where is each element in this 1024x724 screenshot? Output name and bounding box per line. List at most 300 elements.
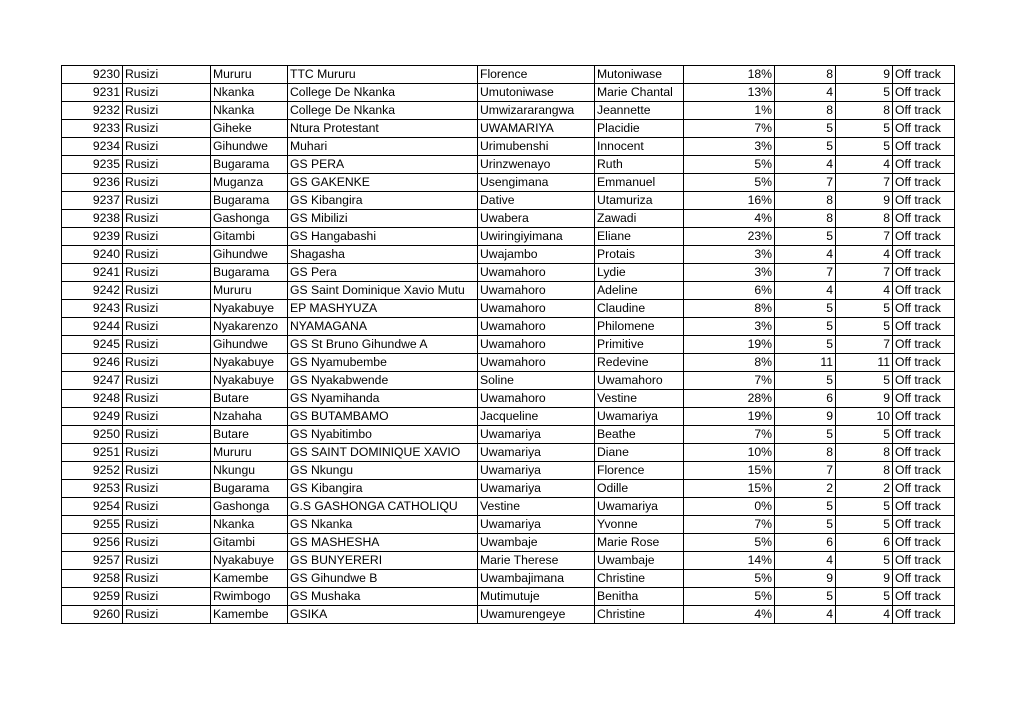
cell-score-a: 7 [775, 462, 836, 480]
cell-first-name: Marie Rose [595, 534, 684, 552]
cell-score-b: 4 [836, 246, 893, 264]
cell-percentage: 6% [684, 282, 775, 300]
cell-district: Rusizi [123, 66, 211, 84]
cell-row-id: 9240 [62, 246, 123, 264]
data-table [61, 65, 955, 624]
cell-district: Rusizi [123, 336, 211, 354]
cell-status: Off track [893, 156, 955, 174]
cell-first-name: Vestine [595, 390, 684, 408]
cell-district: Rusizi [123, 318, 211, 336]
cell-school-name: GS BUNYERERI [288, 552, 478, 570]
cell-score-b: 5 [836, 138, 893, 156]
cell-first-name: Uwambaje [595, 552, 684, 570]
cell-sector: Muganza [211, 174, 288, 192]
cell-district: Rusizi [123, 282, 211, 300]
cell-school-name: NYAMAGANA [288, 318, 478, 336]
cell-percentage: 19% [684, 336, 775, 354]
cell-percentage: 15% [684, 462, 775, 480]
cell-sector: Mururu [211, 282, 288, 300]
cell-score-b: 7 [836, 336, 893, 354]
cell-status: Off track [893, 390, 955, 408]
table-row [62, 210, 955, 228]
table-row [62, 66, 955, 84]
cell-status: Off track [893, 354, 955, 372]
cell-percentage: 7% [684, 426, 775, 444]
cell-status: Off track [893, 534, 955, 552]
cell-first-name: Beathe [595, 426, 684, 444]
cell-row-id: 9241 [62, 264, 123, 282]
cell-score-a: 6 [775, 390, 836, 408]
cell-district: Rusizi [123, 84, 211, 102]
table-row [62, 372, 955, 390]
cell-first-name: Primitive [595, 336, 684, 354]
table-row [62, 336, 955, 354]
cell-percentage: 15% [684, 480, 775, 498]
cell-row-id: 9250 [62, 426, 123, 444]
cell-school-name: GS Kibangira [288, 192, 478, 210]
cell-score-b: 8 [836, 462, 893, 480]
cell-status: Off track [893, 606, 955, 624]
cell-row-id: 9245 [62, 336, 123, 354]
cell-last-name: Dative [478, 192, 595, 210]
cell-score-a: 5 [775, 426, 836, 444]
cell-last-name: Marie Therese [478, 552, 595, 570]
cell-status: Off track [893, 516, 955, 534]
cell-last-name: Florence [478, 66, 595, 84]
cell-percentage: 1% [684, 102, 775, 120]
cell-score-a: 6 [775, 534, 836, 552]
cell-score-b: 9 [836, 66, 893, 84]
cell-score-b: 9 [836, 192, 893, 210]
table-row [62, 534, 955, 552]
cell-percentage: 19% [684, 408, 775, 426]
cell-district: Rusizi [123, 138, 211, 156]
cell-status: Off track [893, 372, 955, 390]
cell-first-name: Marie Chantal [595, 84, 684, 102]
cell-first-name: Christine [595, 570, 684, 588]
cell-sector: Gitambi [211, 228, 288, 246]
cell-school-name: Muhari [288, 138, 478, 156]
cell-district: Rusizi [123, 498, 211, 516]
cell-status: Off track [893, 66, 955, 84]
cell-district: Rusizi [123, 192, 211, 210]
cell-percentage: 13% [684, 84, 775, 102]
cell-school-name: GS Nyamubembe [288, 354, 478, 372]
cell-last-name: Jacqueline [478, 408, 595, 426]
table-row [62, 84, 955, 102]
cell-sector: Butare [211, 390, 288, 408]
cell-sector: Bugarama [211, 156, 288, 174]
cell-last-name: Uwamariya [478, 444, 595, 462]
cell-school-name: GSIKA [288, 606, 478, 624]
cell-percentage: 16% [684, 192, 775, 210]
cell-first-name: Adeline [595, 282, 684, 300]
cell-score-b: 5 [836, 498, 893, 516]
cell-score-b: 5 [836, 588, 893, 606]
cell-row-id: 9252 [62, 462, 123, 480]
cell-school-name: College De Nkanka [288, 102, 478, 120]
cell-score-b: 4 [836, 606, 893, 624]
cell-school-name: Shagasha [288, 246, 478, 264]
cell-first-name: Uwamariya [595, 408, 684, 426]
table-row [62, 480, 955, 498]
cell-school-name: GS Nyamihanda [288, 390, 478, 408]
cell-score-b: 7 [836, 228, 893, 246]
cell-status: Off track [893, 84, 955, 102]
cell-percentage: 4% [684, 210, 775, 228]
cell-district: Rusizi [123, 210, 211, 228]
cell-school-name: GS MASHESHA [288, 534, 478, 552]
cell-sector: Bugarama [211, 192, 288, 210]
cell-row-id: 9253 [62, 480, 123, 498]
cell-first-name: Eliane [595, 228, 684, 246]
cell-district: Rusizi [123, 444, 211, 462]
cell-row-id: 9256 [62, 534, 123, 552]
cell-sector: Giheke [211, 120, 288, 138]
cell-status: Off track [893, 102, 955, 120]
cell-row-id: 9260 [62, 606, 123, 624]
cell-percentage: 3% [684, 318, 775, 336]
cell-school-name: GS Nyabitimbo [288, 426, 478, 444]
table-row [62, 588, 955, 606]
cell-status: Off track [893, 444, 955, 462]
cell-score-a: 5 [775, 138, 836, 156]
cell-sector: Gihundwe [211, 336, 288, 354]
table-row [62, 444, 955, 462]
cell-school-name: GS Nkungu [288, 462, 478, 480]
cell-percentage: 18% [684, 66, 775, 84]
cell-first-name: Jeannette [595, 102, 684, 120]
cell-first-name: Lydie [595, 264, 684, 282]
cell-status: Off track [893, 552, 955, 570]
cell-first-name: Ruth [595, 156, 684, 174]
cell-status: Off track [893, 498, 955, 516]
cell-percentage: 7% [684, 372, 775, 390]
cell-school-name: GS Kibangira [288, 480, 478, 498]
cell-district: Rusizi [123, 156, 211, 174]
table-row [62, 462, 955, 480]
table-row [62, 498, 955, 516]
cell-score-a: 8 [775, 102, 836, 120]
cell-status: Off track [893, 480, 955, 498]
cell-row-id: 9239 [62, 228, 123, 246]
cell-score-b: 4 [836, 156, 893, 174]
cell-row-id: 9254 [62, 498, 123, 516]
table-row [62, 102, 955, 120]
cell-last-name: Mutimutuje [478, 588, 595, 606]
cell-district: Rusizi [123, 588, 211, 606]
cell-row-id: 9238 [62, 210, 123, 228]
cell-district: Rusizi [123, 264, 211, 282]
cell-sector: Gashonga [211, 210, 288, 228]
cell-sector: Nkanka [211, 84, 288, 102]
cell-row-id: 9257 [62, 552, 123, 570]
cell-percentage: 5% [684, 588, 775, 606]
table-row [62, 426, 955, 444]
cell-first-name: Mutoniwase [595, 66, 684, 84]
cell-first-name: Philomene [595, 318, 684, 336]
cell-status: Off track [893, 462, 955, 480]
cell-last-name: Soline [478, 372, 595, 390]
cell-status: Off track [893, 318, 955, 336]
cell-district: Rusizi [123, 534, 211, 552]
cell-district: Rusizi [123, 426, 211, 444]
cell-score-b: 5 [836, 552, 893, 570]
cell-school-name: GS Hangabashi [288, 228, 478, 246]
cell-sector: Gitambi [211, 534, 288, 552]
cell-score-a: 7 [775, 264, 836, 282]
cell-first-name: Benitha [595, 588, 684, 606]
table-row [62, 264, 955, 282]
cell-school-name: Ntura Protestant [288, 120, 478, 138]
cell-sector: Nzahaha [211, 408, 288, 426]
cell-district: Rusizi [123, 246, 211, 264]
cell-last-name: UWAMARIYA [478, 120, 595, 138]
cell-district: Rusizi [123, 552, 211, 570]
cell-last-name: Uwamahoro [478, 390, 595, 408]
cell-first-name: Uwamariya [595, 498, 684, 516]
cell-last-name: Umutoniwase [478, 84, 595, 102]
cell-row-id: 9251 [62, 444, 123, 462]
cell-sector: Nyakabuye [211, 354, 288, 372]
cell-first-name: Claudine [595, 300, 684, 318]
cell-sector: Butare [211, 426, 288, 444]
cell-row-id: 9246 [62, 354, 123, 372]
cell-district: Rusizi [123, 606, 211, 624]
cell-row-id: 9255 [62, 516, 123, 534]
cell-percentage: 3% [684, 264, 775, 282]
cell-last-name: Uwamariya [478, 462, 595, 480]
cell-status: Off track [893, 408, 955, 426]
cell-last-name: Uwamahoro [478, 354, 595, 372]
cell-percentage: 8% [684, 300, 775, 318]
cell-last-name: Uwamurengeye [478, 606, 595, 624]
cell-sector: Kamembe [211, 606, 288, 624]
cell-school-name: GS St Bruno Gihundwe A [288, 336, 478, 354]
cell-score-a: 7 [775, 174, 836, 192]
cell-school-name: GS Nyakabwende [288, 372, 478, 390]
cell-last-name: Uwamahoro [478, 264, 595, 282]
table-row [62, 318, 955, 336]
cell-score-b: 6 [836, 534, 893, 552]
cell-row-id: 9249 [62, 408, 123, 426]
cell-status: Off track [893, 210, 955, 228]
cell-last-name: Uwamariya [478, 480, 595, 498]
table-row [62, 552, 955, 570]
cell-row-id: 9258 [62, 570, 123, 588]
cell-status: Off track [893, 300, 955, 318]
cell-score-a: 4 [775, 282, 836, 300]
cell-school-name: GS Mushaka [288, 588, 478, 606]
cell-district: Rusizi [123, 120, 211, 138]
cell-score-b: 5 [836, 516, 893, 534]
cell-last-name: Vestine [478, 498, 595, 516]
table-row [62, 408, 955, 426]
cell-percentage: 3% [684, 138, 775, 156]
cell-score-b: 10 [836, 408, 893, 426]
cell-row-id: 9230 [62, 66, 123, 84]
cell-score-b: 7 [836, 174, 893, 192]
table-row [62, 606, 955, 624]
cell-school-name: GS Saint Dominique Xavio Mutu [288, 282, 478, 300]
cell-last-name: Uwamahoro [478, 300, 595, 318]
cell-school-name: GS GAKENKE [288, 174, 478, 192]
cell-sector: Rwimbogo [211, 588, 288, 606]
cell-score-a: 9 [775, 408, 836, 426]
cell-score-a: 5 [775, 318, 836, 336]
cell-percentage: 0% [684, 498, 775, 516]
cell-district: Rusizi [123, 516, 211, 534]
cell-row-id: 9247 [62, 372, 123, 390]
cell-last-name: Umwizararangwa [478, 102, 595, 120]
cell-row-id: 9234 [62, 138, 123, 156]
cell-percentage: 8% [684, 354, 775, 372]
table-row [62, 570, 955, 588]
cell-row-id: 9244 [62, 318, 123, 336]
cell-school-name: GS Pera [288, 264, 478, 282]
cell-score-a: 4 [775, 552, 836, 570]
table-row [62, 516, 955, 534]
cell-row-id: 9231 [62, 84, 123, 102]
cell-last-name: Uwambaje [478, 534, 595, 552]
cell-percentage: 23% [684, 228, 775, 246]
cell-district: Rusizi [123, 372, 211, 390]
cell-score-b: 5 [836, 318, 893, 336]
cell-status: Off track [893, 336, 955, 354]
cell-percentage: 5% [684, 174, 775, 192]
cell-row-id: 9243 [62, 300, 123, 318]
cell-last-name: Uwamariya [478, 516, 595, 534]
cell-sector: Nyakabuye [211, 300, 288, 318]
cell-first-name: Florence [595, 462, 684, 480]
cell-first-name: Utamuriza [595, 192, 684, 210]
table-row [62, 354, 955, 372]
cell-first-name: Zawadi [595, 210, 684, 228]
cell-score-a: 5 [775, 516, 836, 534]
cell-last-name: Uwamahoro [478, 282, 595, 300]
cell-school-name: TTC Mururu [288, 66, 478, 84]
cell-sector: Gihundwe [211, 246, 288, 264]
cell-status: Off track [893, 120, 955, 138]
cell-status: Off track [893, 588, 955, 606]
cell-first-name: Christine [595, 606, 684, 624]
cell-status: Off track [893, 570, 955, 588]
cell-last-name: Usengimana [478, 174, 595, 192]
table-row [62, 192, 955, 210]
cell-score-a: 4 [775, 84, 836, 102]
cell-score-a: 4 [775, 246, 836, 264]
table-row [62, 120, 955, 138]
cell-school-name: GS PERA [288, 156, 478, 174]
cell-sector: Nyakabuye [211, 372, 288, 390]
cell-last-name: Uwabera [478, 210, 595, 228]
cell-last-name: Uwambajimana [478, 570, 595, 588]
cell-percentage: 4% [684, 606, 775, 624]
cell-score-a: 8 [775, 66, 836, 84]
cell-score-b: 8 [836, 210, 893, 228]
cell-last-name: Urinzwenayo [478, 156, 595, 174]
cell-district: Rusizi [123, 462, 211, 480]
cell-district: Rusizi [123, 480, 211, 498]
cell-score-b: 5 [836, 300, 893, 318]
table-row [62, 228, 955, 246]
cell-school-name: EP MASHYUZA [288, 300, 478, 318]
cell-first-name: Placidie [595, 120, 684, 138]
cell-status: Off track [893, 264, 955, 282]
cell-score-a: 5 [775, 588, 836, 606]
cell-row-id: 9233 [62, 120, 123, 138]
cell-first-name: Redevine [595, 354, 684, 372]
cell-sector: Mururu [211, 66, 288, 84]
cell-score-b: 5 [836, 84, 893, 102]
cell-school-name: GS Nkanka [288, 516, 478, 534]
table-row [62, 156, 955, 174]
cell-score-a: 5 [775, 300, 836, 318]
cell-score-b: 9 [836, 390, 893, 408]
cell-first-name: Emmanuel [595, 174, 684, 192]
cell-district: Rusizi [123, 174, 211, 192]
cell-score-b: 5 [836, 120, 893, 138]
cell-last-name: Uwamahoro [478, 336, 595, 354]
cell-district: Rusizi [123, 300, 211, 318]
cell-row-id: 9232 [62, 102, 123, 120]
cell-score-b: 2 [836, 480, 893, 498]
table-row [62, 174, 955, 192]
cell-sector: Bugarama [211, 264, 288, 282]
cell-status: Off track [893, 174, 955, 192]
cell-sector: Kamembe [211, 570, 288, 588]
cell-percentage: 7% [684, 120, 775, 138]
cell-school-name: GS SAINT DOMINIQUE XAVIO [288, 444, 478, 462]
cell-row-id: 9236 [62, 174, 123, 192]
cell-percentage: 5% [684, 534, 775, 552]
cell-score-b: 9 [836, 570, 893, 588]
cell-score-b: 4 [836, 282, 893, 300]
cell-last-name: Uwiringiyimana [478, 228, 595, 246]
cell-sector: Nkanka [211, 102, 288, 120]
cell-score-a: 2 [775, 480, 836, 498]
table-body [62, 66, 955, 624]
cell-percentage: 5% [684, 570, 775, 588]
cell-status: Off track [893, 138, 955, 156]
cell-sector: Gashonga [211, 498, 288, 516]
table-row [62, 246, 955, 264]
cell-status: Off track [893, 282, 955, 300]
cell-school-name: GS BUTAMBAMO [288, 408, 478, 426]
cell-score-a: 4 [775, 606, 836, 624]
cell-score-b: 8 [836, 444, 893, 462]
cell-percentage: 10% [684, 444, 775, 462]
cell-sector: Nkungu [211, 462, 288, 480]
cell-first-name: Innocent [595, 138, 684, 156]
cell-sector: Nyakarenzo [211, 318, 288, 336]
cell-score-b: 8 [836, 102, 893, 120]
cell-score-a: 8 [775, 210, 836, 228]
cell-score-a: 9 [775, 570, 836, 588]
cell-score-b: 11 [836, 354, 893, 372]
cell-school-name: GS Gihundwe B [288, 570, 478, 588]
cell-score-a: 11 [775, 354, 836, 372]
table-row [62, 282, 955, 300]
cell-first-name: Odille [595, 480, 684, 498]
cell-score-b: 7 [836, 264, 893, 282]
cell-score-b: 5 [836, 426, 893, 444]
cell-percentage: 3% [684, 246, 775, 264]
cell-score-a: 5 [775, 120, 836, 138]
cell-first-name: Uwamahoro [595, 372, 684, 390]
cell-first-name: Protais [595, 246, 684, 264]
cell-score-a: 5 [775, 372, 836, 390]
